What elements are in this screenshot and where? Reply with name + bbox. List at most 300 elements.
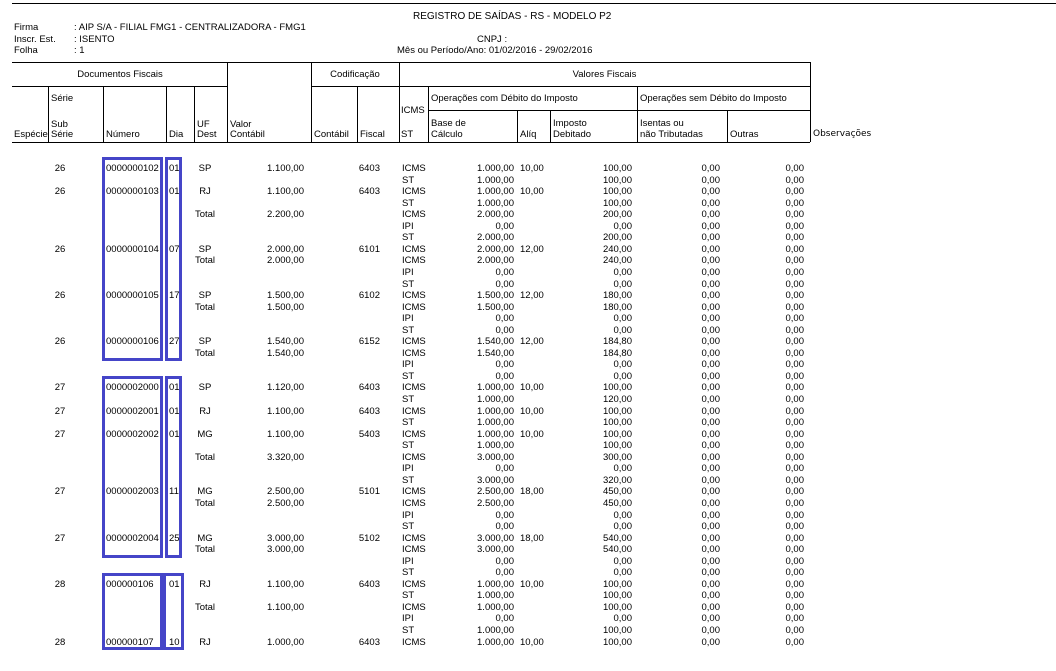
cell-uf: Total [194, 255, 216, 267]
cell-serie: 26 [54, 243, 66, 255]
cell-base: 0,00 [495, 278, 514, 290]
cell-fiscal: 5101 [358, 486, 380, 498]
cell-outras: 0,00 [785, 163, 804, 174]
cell-base: 0,00 [495, 555, 514, 567]
cell-fiscal: 6101 [358, 243, 380, 255]
cell-uf: Total [194, 209, 216, 221]
cell-numero: 000000106 [106, 578, 154, 590]
cell-outras: 0,00 [785, 486, 804, 498]
cell-dia: 01 [169, 163, 180, 174]
cell-serie: 26 [54, 163, 66, 174]
cell-aliq: 10,00 [520, 636, 544, 648]
header-sub-serie-2: Série [51, 129, 74, 140]
cell-outras: 0,00 [785, 336, 804, 348]
header-valor-1: Valor [230, 119, 252, 130]
cell-base: 2.000,00 [477, 243, 514, 255]
cell-base: 1.000,00 [477, 625, 514, 636]
cell-base: 1.540,00 [477, 336, 514, 348]
cell-base: 0,00 [495, 359, 514, 371]
cell-base: 3.000,00 [477, 532, 514, 544]
cell-imposto: 100,00 [602, 590, 632, 602]
col-divider [194, 86, 195, 142]
header-rule-bottom [12, 142, 810, 143]
cell-uf: RJ [199, 186, 211, 198]
cell-outras: 0,00 [785, 625, 804, 636]
cell-imposto: 100,00 [602, 625, 632, 636]
cell-outras: 0,00 [785, 174, 804, 186]
cell-base: 0,00 [495, 220, 514, 232]
col-divider [357, 86, 358, 142]
cell-outras: 0,00 [785, 197, 804, 209]
cell-base: 2.500,00 [477, 497, 514, 509]
cell-numero: 0000002003 [106, 486, 159, 498]
cell-outras: 0,00 [785, 232, 804, 244]
cell-uf: RJ [199, 636, 211, 648]
cell-isentas: 0,00 [701, 266, 720, 278]
cell-isentas: 0,00 [701, 186, 720, 198]
cell-imposto: 100,00 [602, 197, 632, 209]
cell-serie: 28 [54, 636, 66, 648]
cell-base: 3.000,00 [477, 451, 514, 463]
cell-outras: 0,00 [785, 521, 804, 533]
cell-base: 1.000,00 [477, 440, 514, 452]
periodo-label: Mês ou Período/Ano: 01/02/2016 - 29/02/2016 [397, 45, 593, 56]
cell-aliq: 12,00 [520, 243, 544, 255]
cell-outras: 0,00 [785, 255, 804, 267]
cell-imposto: 100,00 [602, 186, 632, 198]
cell-valor: 2.500,00 [267, 497, 304, 509]
dia-highlight-box [163, 573, 184, 650]
header-isentas-2: não Tributadas [640, 129, 703, 140]
cell-tipo: ICMS [402, 578, 426, 590]
cell-tipo: IPI [402, 613, 414, 625]
cell-serie: 27 [54, 532, 66, 544]
cell-isentas: 0,00 [701, 555, 720, 567]
cell-tipo: ICMS [402, 532, 426, 544]
cell-isentas: 0,00 [701, 243, 720, 255]
cell-outras: 0,00 [785, 370, 804, 382]
cell-tipo: ST [402, 440, 415, 452]
header-icms-2: ST [401, 129, 414, 140]
cell-base: 1.000,00 [477, 174, 514, 186]
cell-outras: 0,00 [785, 451, 804, 463]
cell-uf: SP [198, 243, 212, 255]
cell-outras: 0,00 [785, 278, 804, 290]
cell-isentas: 0,00 [701, 347, 720, 359]
cell-outras: 0,00 [785, 405, 804, 417]
cell-outras: 0,00 [785, 544, 804, 556]
cell-tipo: ST [402, 174, 415, 186]
cell-isentas: 0,00 [701, 163, 720, 174]
col-divider [550, 110, 551, 142]
cell-tipo: ICMS [402, 336, 426, 348]
cell-tipo: IPI [402, 359, 414, 371]
cell-tipo: IPI [402, 555, 414, 567]
cell-valor: 2.000,00 [267, 243, 304, 255]
header-serie: Série [51, 93, 74, 104]
cell-tipo: ST [402, 278, 415, 290]
cell-base: 0,00 [495, 509, 514, 521]
cell-imposto: 184,80 [602, 336, 632, 348]
cell-uf: MG [197, 428, 213, 440]
cell-base: 2.000,00 [477, 232, 514, 244]
cell-numero: 0000000106 [106, 336, 159, 348]
cell-isentas: 0,00 [701, 590, 720, 602]
cell-isentas: 0,00 [701, 359, 720, 371]
cell-base: 3.000,00 [477, 544, 514, 556]
header-numero: Número [106, 129, 140, 140]
cell-tipo: ICMS [402, 347, 426, 359]
cell-isentas: 0,00 [701, 336, 720, 348]
cell-base: 1.000,00 [477, 601, 514, 613]
cell-dia: 01 [169, 382, 180, 394]
cell-isentas: 0,00 [701, 440, 720, 452]
cell-tipo: ICMS [402, 186, 426, 198]
cell-outras: 0,00 [785, 243, 804, 255]
cell-serie: 28 [54, 578, 66, 590]
cell-dia: 01 [169, 186, 180, 198]
cell-imposto: 100,00 [602, 163, 632, 174]
cell-tipo: ST [402, 324, 415, 336]
cell-imposto: 320,00 [602, 474, 632, 486]
cell-fiscal: 5102 [358, 532, 380, 544]
cell-tipo: ICMS [402, 301, 426, 313]
firma-value: : AIP S/A - FILIAL FMG1 - CENTRALIZADORA - FMG1 [74, 22, 306, 33]
cell-aliq: 10,00 [520, 163, 544, 174]
cell-outras: 0,00 [785, 636, 804, 648]
cell-base: 3.000,00 [477, 474, 514, 486]
dia-highlight-box [165, 376, 182, 557]
header-aliq: Alíq [520, 129, 537, 140]
cell-base: 0,00 [495, 567, 514, 579]
cell-outras: 0,00 [785, 440, 804, 452]
cell-serie: 26 [54, 186, 66, 198]
cell-base: 1.000,00 [477, 382, 514, 394]
cell-valor: 3.000,00 [267, 544, 304, 556]
cell-outras: 0,00 [785, 359, 804, 371]
cell-isentas: 0,00 [701, 417, 720, 429]
top-rule [12, 3, 1056, 4]
cell-dia: 27 [169, 336, 180, 348]
cell-tipo: IPI [402, 220, 414, 232]
cell-tipo: IPI [402, 463, 414, 475]
cell-isentas: 0,00 [701, 278, 720, 290]
cell-aliq: 10,00 [520, 578, 544, 590]
cell-imposto: 0,00 [613, 370, 632, 382]
cell-uf: MG [197, 532, 213, 544]
cell-uf: SP [198, 163, 212, 174]
dia-highlight-box [165, 157, 182, 361]
cell-imposto: 100,00 [602, 405, 632, 417]
cell-imposto: 300,00 [602, 451, 632, 463]
cell-base: 2.500,00 [477, 486, 514, 498]
cell-imposto: 184,80 [602, 347, 632, 359]
cell-tipo: ICMS [402, 405, 426, 417]
header-rule-top [12, 62, 810, 63]
cell-tipo: ICMS [402, 163, 426, 174]
firma-label: Firma [14, 22, 39, 33]
cell-tipo: ST [402, 417, 415, 429]
header-uf-2: Dest [197, 129, 217, 140]
cell-imposto: 200,00 [602, 232, 632, 244]
cell-base: 1.500,00 [477, 290, 514, 302]
header-imposto-1: Imposto [553, 118, 587, 129]
cell-isentas: 0,00 [701, 544, 720, 556]
header-dia: Dia [169, 129, 184, 140]
cell-numero: 0000002001 [106, 405, 159, 417]
cell-fiscal: 6152 [358, 336, 380, 348]
cell-isentas: 0,00 [701, 613, 720, 625]
folha-value: : 1 [74, 45, 85, 56]
cell-isentas: 0,00 [701, 636, 720, 648]
cell-tipo: ST [402, 521, 415, 533]
cell-imposto: 100,00 [602, 578, 632, 590]
header-uf-1: UF [197, 119, 210, 130]
cell-outras: 0,00 [785, 601, 804, 613]
cell-valor: 3.320,00 [267, 451, 304, 463]
cell-aliq: 12,00 [520, 290, 544, 302]
header-cod-fiscal: Fiscal [360, 129, 385, 140]
header-sub-serie-1: Sub [51, 119, 68, 130]
cell-dia: 10 [169, 636, 180, 648]
cell-outras: 0,00 [785, 417, 804, 429]
header-rule-cod-val [311, 86, 810, 87]
cell-tipo: ICMS [402, 601, 426, 613]
cell-valor: 1.540,00 [267, 347, 304, 359]
cell-valor: 2.200,00 [267, 209, 304, 221]
cell-isentas: 0,00 [701, 324, 720, 336]
cell-imposto: 540,00 [602, 532, 632, 544]
cell-valor: 1.100,00 [267, 163, 304, 174]
cell-imposto: 0,00 [613, 567, 632, 579]
cell-base: 1.500,00 [477, 301, 514, 313]
cell-imposto: 180,00 [602, 290, 632, 302]
cell-isentas: 0,00 [701, 220, 720, 232]
cell-valor: 1.100,00 [267, 186, 304, 198]
cell-isentas: 0,00 [701, 474, 720, 486]
cell-isentas: 0,00 [701, 301, 720, 313]
cell-outras: 0,00 [785, 324, 804, 336]
cell-isentas: 0,00 [701, 451, 720, 463]
cell-imposto: 100,00 [602, 174, 632, 186]
cell-imposto: 0,00 [613, 613, 632, 625]
col-divider [517, 110, 518, 142]
cell-aliq: 10,00 [520, 186, 544, 198]
cell-imposto: 180,00 [602, 301, 632, 313]
cell-base: 1.000,00 [477, 428, 514, 440]
cell-isentas: 0,00 [701, 209, 720, 221]
header-base-2: Cálculo [431, 129, 463, 140]
numero-highlight-box [102, 157, 163, 361]
cell-imposto: 0,00 [613, 509, 632, 521]
cell-outras: 0,00 [785, 209, 804, 221]
cell-isentas: 0,00 [701, 370, 720, 382]
cell-outras: 0,00 [785, 555, 804, 567]
cell-outras: 0,00 [785, 301, 804, 313]
cell-imposto: 0,00 [613, 313, 632, 325]
cell-isentas: 0,00 [701, 405, 720, 417]
cell-fiscal: 6403 [358, 163, 380, 174]
cell-numero: 0000002002 [106, 428, 159, 440]
numero-highlight-box [102, 376, 163, 557]
cell-imposto: 100,00 [602, 428, 632, 440]
cell-aliq: 18,00 [520, 486, 544, 498]
cell-numero: 0000002004 [106, 532, 159, 544]
cell-tipo: IPI [402, 313, 414, 325]
cell-imposto: 100,00 [602, 601, 632, 613]
header-rule-ops [428, 110, 810, 111]
cell-dia: 25 [169, 532, 180, 544]
cell-base: 2.000,00 [477, 209, 514, 221]
cell-serie: 27 [54, 486, 66, 498]
cell-outras: 0,00 [785, 290, 804, 302]
cell-tipo: IPI [402, 509, 414, 521]
cell-base: 0,00 [495, 370, 514, 382]
cell-dia: 07 [169, 243, 180, 255]
cell-uf: Total [194, 497, 216, 509]
cell-tipo: ICMS [402, 255, 426, 267]
cell-dia: 11 [169, 486, 179, 498]
cell-numero: 0000000104 [106, 243, 159, 255]
header-outras: Outras [730, 129, 759, 140]
cell-base: 1.000,00 [477, 590, 514, 602]
cell-imposto: 450,00 [602, 486, 632, 498]
cell-numero: 0000000103 [106, 186, 159, 198]
cell-outras: 0,00 [785, 394, 804, 405]
cell-uf: RJ [199, 578, 211, 590]
cell-isentas: 0,00 [701, 428, 720, 440]
cell-uf: Total [194, 451, 216, 463]
cell-outras: 0,00 [785, 497, 804, 509]
col-divider [727, 110, 728, 142]
cell-base: 1.000,00 [477, 636, 514, 648]
header-base-1: Base de [431, 118, 466, 129]
cell-tipo: ST [402, 590, 415, 602]
cell-valor: 1.000,00 [267, 636, 304, 648]
cell-imposto: 0,00 [613, 359, 632, 371]
cell-base: 1.000,00 [477, 186, 514, 198]
cell-imposto: 0,00 [613, 220, 632, 232]
cell-tipo: ICMS [402, 428, 426, 440]
cell-aliq: 18,00 [520, 532, 544, 544]
cell-aliq: 10,00 [520, 382, 544, 394]
cell-isentas: 0,00 [701, 497, 720, 509]
cell-outras: 0,00 [785, 347, 804, 359]
cell-tipo: ICMS [402, 243, 426, 255]
cell-imposto: 100,00 [602, 382, 632, 394]
cell-uf: Total [194, 601, 216, 613]
cell-isentas: 0,00 [701, 197, 720, 209]
cell-outras: 0,00 [785, 463, 804, 475]
col-divider [428, 86, 429, 142]
header-observacoes: Observações [813, 129, 872, 139]
cell-tipo: ST [402, 394, 415, 405]
cell-serie: 26 [54, 336, 66, 348]
cell-serie: 26 [54, 290, 66, 302]
cell-valor: 1.100,00 [267, 428, 304, 440]
cell-base: 0,00 [495, 521, 514, 533]
cell-numero: 000000107 [106, 636, 154, 648]
cell-uf: SP [198, 382, 212, 394]
cell-tipo: ICMS [402, 290, 426, 302]
cell-tipo: ICMS [402, 209, 426, 221]
cell-imposto: 240,00 [602, 243, 632, 255]
cell-tipo: ST [402, 197, 415, 209]
header-valor-2: Contábil [230, 129, 265, 140]
cell-base: 1.000,00 [477, 163, 514, 174]
header-com-debito: Operações com Débito do Imposto [431, 93, 578, 104]
cell-tipo: ST [402, 625, 415, 636]
cell-base: 0,00 [495, 324, 514, 336]
cell-base: 1.000,00 [477, 197, 514, 209]
cell-valor: 2.500,00 [267, 486, 304, 498]
cell-numero: 0000000105 [106, 290, 159, 302]
cell-imposto: 100,00 [602, 636, 632, 648]
numero-highlight-box [102, 573, 163, 650]
cell-imposto: 0,00 [613, 266, 632, 278]
cell-valor: 1.500,00 [267, 301, 304, 313]
cell-isentas: 0,00 [701, 232, 720, 244]
cell-tipo: ICMS [402, 486, 426, 498]
cell-isentas: 0,00 [701, 486, 720, 498]
cell-fiscal: 5403 [358, 428, 380, 440]
cell-imposto: 240,00 [602, 255, 632, 267]
cell-imposto: 450,00 [602, 497, 632, 509]
col-divider [810, 62, 811, 142]
col-divider [637, 86, 638, 142]
cell-isentas: 0,00 [701, 578, 720, 590]
cell-outras: 0,00 [785, 578, 804, 590]
col-divider [48, 86, 49, 142]
cell-fiscal: 6403 [358, 578, 380, 590]
cell-tipo: ST [402, 474, 415, 486]
cell-isentas: 0,00 [701, 394, 720, 405]
cell-serie: 27 [54, 382, 66, 394]
cell-outras: 0,00 [785, 220, 804, 232]
header-cod-contabil: Contábil [314, 129, 349, 140]
cell-valor: 1.100,00 [267, 578, 304, 590]
cell-aliq: 10,00 [520, 405, 544, 417]
cell-outras: 0,00 [785, 266, 804, 278]
cell-tipo: IPI [402, 266, 414, 278]
cell-dia: 01 [169, 405, 180, 417]
cell-imposto: 0,00 [613, 521, 632, 533]
cell-numero: 0000000102 [106, 163, 159, 174]
cnpj-label: CNPJ : [477, 34, 508, 45]
cell-fiscal: 6403 [358, 186, 380, 198]
report-title: REGISTRO DE SAÍDAS - RS - MODELO P2 [413, 11, 612, 22]
cell-uf: Total [194, 544, 216, 556]
cell-base: 0,00 [495, 266, 514, 278]
cell-tipo: ST [402, 370, 415, 382]
cell-fiscal: 6102 [358, 290, 380, 302]
cell-base: 0,00 [495, 613, 514, 625]
inscr-est-value: : ISENTO [74, 34, 115, 45]
header-rule-docs [12, 86, 228, 87]
cell-valor: 1.500,00 [267, 290, 304, 302]
header-icms-1: ICMS [401, 105, 425, 116]
cell-imposto: 100,00 [602, 440, 632, 452]
cell-numero: 0000002000 [106, 382, 159, 394]
cell-outras: 0,00 [785, 567, 804, 579]
cell-base: 0,00 [495, 463, 514, 475]
folha-label: Folha [14, 45, 38, 56]
cell-aliq: 12,00 [520, 336, 544, 348]
cell-valor: 3.000,00 [267, 532, 304, 544]
cell-base: 1.000,00 [477, 578, 514, 590]
cell-tipo: ST [402, 232, 415, 244]
cell-dia: 01 [169, 578, 180, 590]
